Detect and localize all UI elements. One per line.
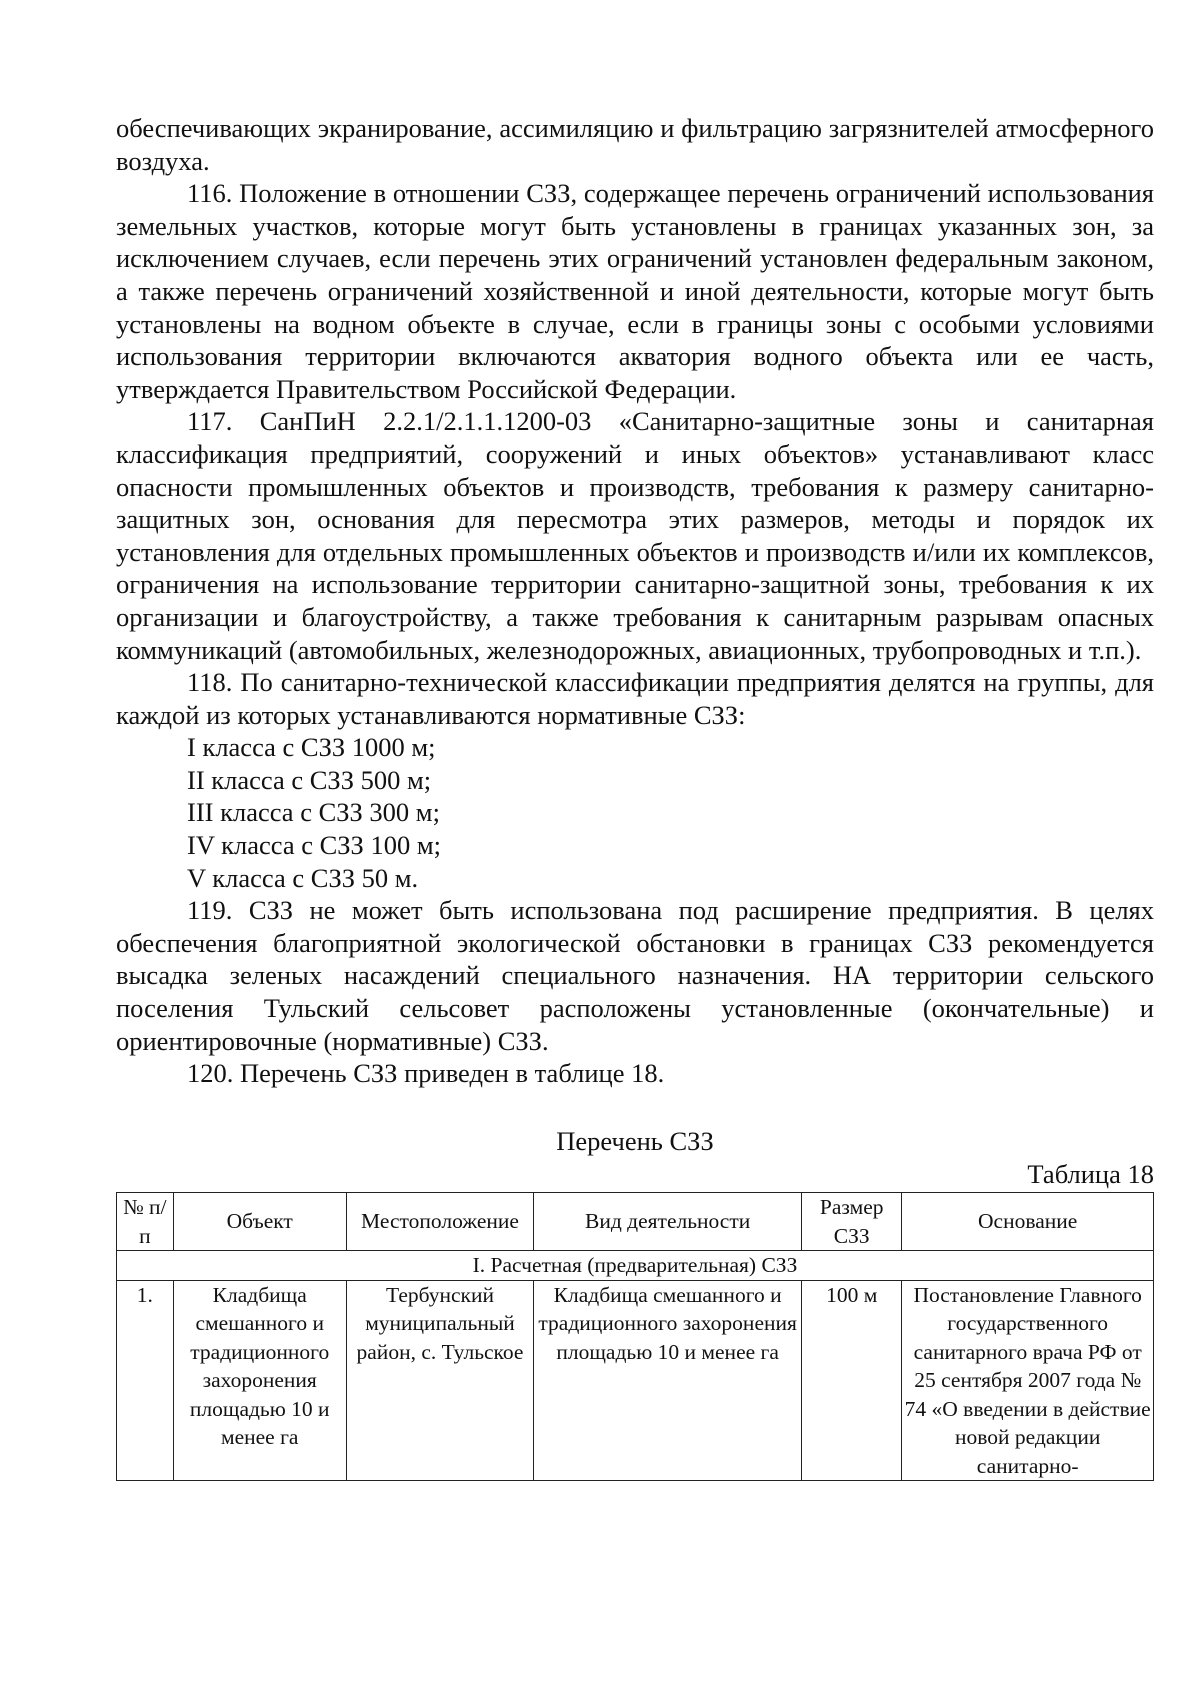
class-item-3: III класса с СЗЗ 300 м;	[187, 797, 440, 828]
header-number: № п/п	[117, 1193, 174, 1251]
paragraph-116: 116. Положение в отношении СЗЗ, содержащее перечень ограничений использования земельных участков, которые могут быть установлены в границах указанных зон, за исключением случаев, если перечень этих ограничений установлен федеральным законом, а также перечень ограничений хозяйственной и иной деятельности, которые могут быть установлены на водном объекте в случае, если в границы зоны с особыми условиями использования территории включаются акватория водного объекта или ее часть, утверждается Правительством Российской Федерации.	[116, 178, 1154, 404]
paragraph-117: 117. СанПиН 2.2.1/2.1.1.1200-03 «Санитарно-защитные зоны и санитарная классификация предприятий, сооружений и иных объектов» устанавливают класс опасности промышленных объектов и производств, требования к размеру санитарно-защитных зон, основания для пересмотра этих размеров, методы и порядок их установления для отдельных промышленных объектов и производств и/или их комплексов, ограничения на использование территории санитарно-защитной зоны, требования к их организации и благоустройству, а также требования к санитарным разрывам опасных коммуникаций (автомобильных, железнодорожных, авиационных, трубопроводных и т.п.).	[116, 406, 1154, 665]
cell-basis: Постановление Главного государственного санитарного врача РФ от 25 сентября 2007 года № 74 «О введении в действие новой редакции санитарно-	[902, 1280, 1154, 1481]
class-item-1: I класса с СЗЗ 1000 м;	[187, 732, 436, 763]
table-header-row	[117, 1193, 1154, 1251]
paragraph-118: 118. По санитарно-технической классификации предприятия делятся на группы, для каждой из которых устанавливаются нормативные СЗЗ:	[116, 667, 1154, 730]
class-item-5: V класса с СЗЗ 50 м.	[187, 862, 419, 893]
paragraph-continuation: обеспечивающих экранирование, ассимиляцию и фильтрацию загрязнителей атмосферного воздуха.	[116, 113, 1154, 176]
document-page	[116, 112, 1154, 1481]
section-title: I. Расчетная (предварительная) СЗЗ	[117, 1251, 1154, 1281]
cell-activity: Кладбища смешанного и традиционного захоронения площадью 10 и менее га	[534, 1280, 802, 1481]
szz-table	[116, 1192, 1154, 1481]
paragraph-119: 119. СЗЗ не может быть использована под расширение предприятия. В целях обеспечения благоприятной экологической обстановки в границах СЗЗ рекомендуется высадка зеленых насаждений специального назначения. НА территории сельского поселения Тульский сельсовет расположены установленные (окончательные) и ориентировочные (нормативные) СЗЗ.	[116, 895, 1154, 1056]
cell-object: Кладбища смешанного и традиционного захоронения площадью 10 и менее га	[173, 1280, 346, 1481]
table-section-row	[117, 1251, 1154, 1281]
header-activity: Вид деятельности	[534, 1193, 802, 1251]
header-size: Размер СЗЗ	[802, 1193, 902, 1251]
class-item-4: IV класса с СЗЗ 100 м;	[187, 830, 441, 861]
table-title: Перечень СЗЗ	[556, 1125, 714, 1156]
class-item-2: II класса с СЗЗ 500 м;	[187, 764, 432, 795]
header-basis: Основание	[902, 1193, 1154, 1251]
cell-size: 100 м	[802, 1280, 902, 1481]
paragraph-120: 120. Перечень СЗЗ приведен в таблице 18.	[187, 1058, 665, 1089]
table-label: Таблица 18	[1027, 1159, 1154, 1190]
table-row	[117, 1280, 1154, 1481]
cell-location: Тербунский муниципальный район, с. Тульское	[346, 1280, 533, 1481]
cell-number: 1.	[117, 1280, 174, 1481]
header-object: Объект	[173, 1193, 346, 1251]
class-list	[116, 731, 1154, 894]
header-location: Местоположение	[346, 1193, 533, 1251]
